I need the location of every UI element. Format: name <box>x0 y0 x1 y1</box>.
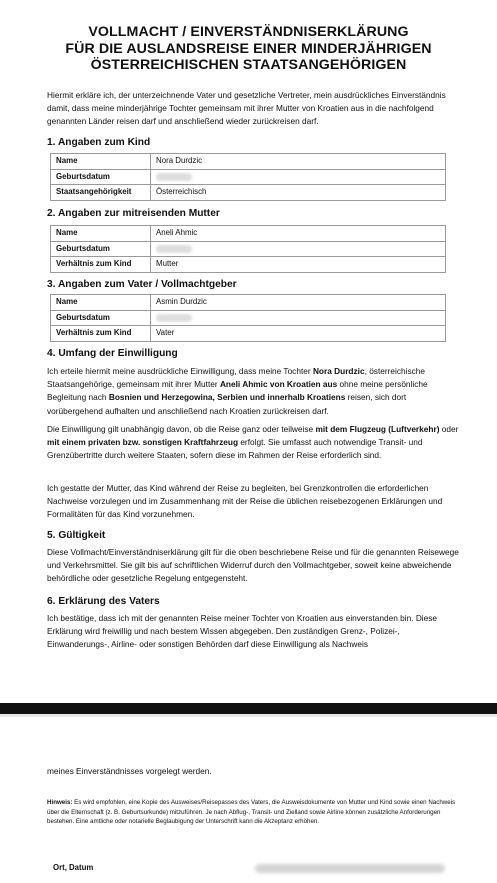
row-label: Verhältnis zum Kind <box>51 326 151 342</box>
table-row <box>51 295 446 311</box>
section-3-heading: 3. Angaben zum Vater / Vollmachtgeber <box>47 279 237 290</box>
text-run: , österreichische Staatsangehörige, gemeinsam mit ihrer Mutter <box>47 366 425 390</box>
row-label: Name <box>51 226 151 242</box>
section-1-heading: 1. Angaben zum Kind <box>47 137 151 148</box>
mother-birthdate-value <box>151 241 446 257</box>
table-row <box>51 310 446 326</box>
intro-paragraph: Hiermit erkläre ich, der unterzeichnende Vater und gesetzliche Vertreter, mein ausdrückliches Einverständnis damit, dass meine minderjährige Tochter gemeinsam mit ihrer Mutter von Kroatien aus in die nachfolgend genannten Länder reisen darf und anschließend wieder zurückreisen darf. <box>47 90 446 127</box>
hint-text: Es wird empfohlen, eine Kopie des Ausweises/Reisepasses des Vaters, die Ausweisdokumente von Mutter und Kind sowie einen Nachweis über die Elternschaft (z. B. Geburtsurkunde) mitzuführen. Je nach Abflug-, Transit- und Zielland sowie Airline können zusätzliche Anforderungen bestehen. Eine amtliche oder notarielle Beglaubigung der Unterschrift kann die Akzeptanz erhöhen. <box>47 799 456 826</box>
section-5-heading: 5. Gültigkeit <box>47 530 106 541</box>
consent-scope-paragraph-3: Ich gestatte der Mutter, das Kind während der Reise zu begleiten, bei Grenzkontrollen die erforderlichen Nachweise vorzulegen und im Zusammenhang mit der Reise die üblichen reisebezogenen Erklärungen und Formalitäten für das Kind vorzunehmen. <box>47 483 443 520</box>
redacted-birthdate <box>156 314 192 322</box>
table-row <box>51 241 446 257</box>
table-row <box>51 326 446 342</box>
child-info-table <box>50 153 446 201</box>
section-2-heading: 2. Angaben zur mitreisenden Mutter <box>47 208 220 219</box>
row-label: Name <box>51 295 151 311</box>
title-line-3: ÖSTERREICHISCHEN STAATSANGEHÖRIGEN <box>90 57 407 73</box>
vehicle-travel-bold: mit einem privaten bzw. sonstigen Kraftfahrzeug <box>47 437 239 448</box>
redacted-birthdate <box>156 245 192 253</box>
section-4-heading: 4. Umfang der Einwilligung <box>47 348 178 359</box>
row-label: Name <box>51 154 151 170</box>
place-date-label: Ort, Datum <box>53 863 94 872</box>
table-row <box>51 226 446 242</box>
consent-scope-paragraph-2 <box>47 423 459 463</box>
row-label: Geburtsdatum <box>51 169 151 185</box>
document-title <box>0 24 497 74</box>
section-6-heading: 6. Erklärung des Vaters <box>47 596 160 607</box>
text-run: ohne meine persönliche Begleitung nach <box>47 379 428 403</box>
hint-label: Hinweis: <box>47 799 73 806</box>
row-label: Staatsangehörigkeit <box>51 185 151 201</box>
validity-paragraph: Diese Vollmacht/Einverständniserklärung gilt für die oben beschriebene Reise und für die genannten Reisewege und Verkehrsmittel. Sie gilt bis auf schriftlichen Widerruf durch den Vollmachtgeber, soweit keine abweichende behördliche oder gesetzliche Regelung entgegensteht. <box>47 547 459 584</box>
child-birthdate-value <box>151 169 446 185</box>
mother-relation-value: Mutter <box>151 257 446 273</box>
page-break-band <box>0 703 497 714</box>
child-name-bold: Nora Durdzic <box>312 366 365 376</box>
child-nationality-value: Österreichisch <box>151 185 446 201</box>
page-break-shadow <box>0 714 497 717</box>
table-row <box>51 185 446 201</box>
text-run: oder <box>439 424 459 434</box>
airplane-travel-bold: mit dem Flugzeug (Luftverkehr) <box>315 424 440 434</box>
hint-note <box>47 798 459 827</box>
father-birthdate-value <box>151 310 446 326</box>
destinations-bold: Bosnien und Herzegowina, Serbien und innerhalb Kroatiens <box>108 392 346 403</box>
table-row <box>51 257 446 273</box>
redacted-birthdate <box>156 173 192 181</box>
child-name-value: Nora Durdzic <box>151 154 446 170</box>
declaration-continuation: meines Einverständnisses vorgelegt werden. <box>47 766 212 776</box>
table-row <box>51 154 446 170</box>
title-line-1: VOLLMACHT / EINVERSTÄNDNISERKLÄRUNG <box>88 24 409 40</box>
row-label: Verhältnis zum Kind <box>51 257 151 273</box>
mother-info-table <box>50 225 446 273</box>
father-declaration-paragraph: Ich bestätige, dass ich mit der genannten Reise meiner Tochter von Kroatien aus einverstanden bin. Diese Erklärung wird freiwillig und nach bestem Wissen abgegeben. Den zuständigen Grenz-, Polizei-, Einwanderungs-, Airline- oder sonstigen Behörden darf diese Einwilligung als Nachweis <box>47 613 438 650</box>
mother-name-value: Aneli Ahmic <box>151 226 446 242</box>
row-label: Geburtsdatum <box>51 310 151 326</box>
text-run: erfolgt. Sie umfasst auch notwendige Transit- und Grenzübertritte durch weitere Staaten, sofern diese im Rahmen der Reise erforderlich sind. <box>47 437 423 461</box>
text-run: Die Einwilligung gilt unabhängig davon, ob die Reise ganz oder teilweise <box>47 424 316 434</box>
redacted-place-date <box>255 864 445 873</box>
text-run: Ich erteile hiermit meine ausdrückliche Einwilligung, dass meine Tochter <box>47 366 313 376</box>
title-line-2: FÜR DIE AUSLANDSREISE EINER MINDERJÄHRIGEN <box>65 40 432 57</box>
row-label: Geburtsdatum <box>51 241 151 257</box>
text-run: reisen, sich dort vorübergehend aufhalten und anschließend nach Kroatien zurückreisen darf. <box>47 392 407 416</box>
father-info-table <box>50 294 446 342</box>
consent-scope-paragraph-1 <box>47 365 459 418</box>
father-relation-value: Vater <box>151 326 446 342</box>
table-row <box>51 169 446 185</box>
father-name-value: Asmin Durdzic <box>151 295 446 311</box>
mother-origin-bold: Aneli Ahmic von Kroatien aus <box>219 379 338 390</box>
